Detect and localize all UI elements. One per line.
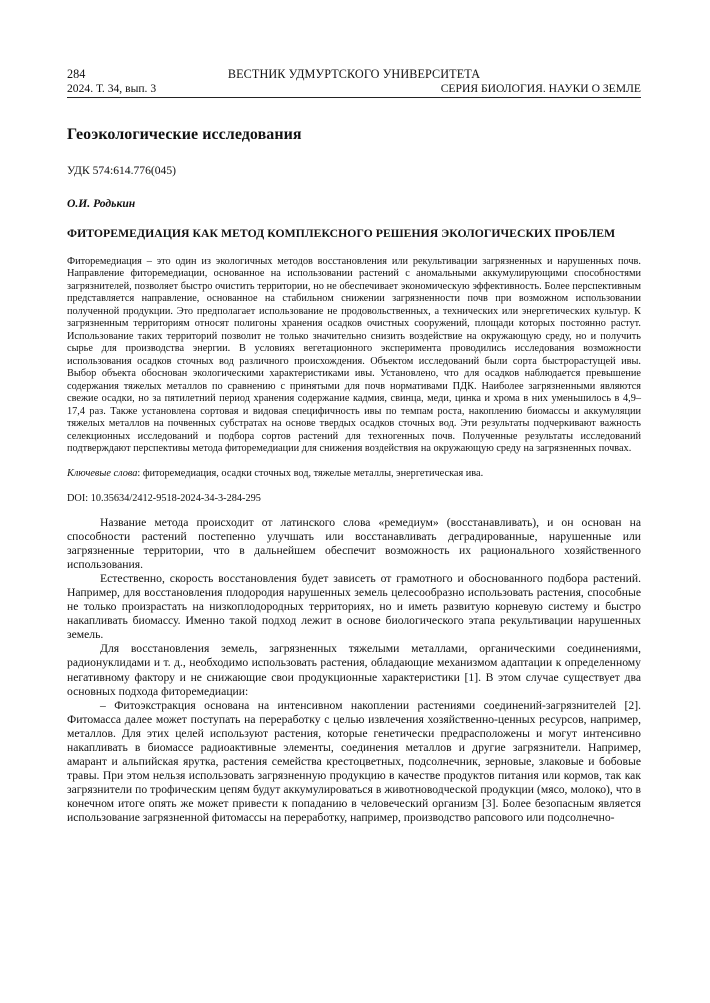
keywords-text: : фиторемедиация, осадки сточных вод, тяжелые металлы, энергетическая ива. <box>137 467 484 479</box>
abstract: Фиторемедиация – это один из экологичных методов восстановления или рекультивации загрязненных и нарушенных почв. Направление фиторемедиации, основанное на использовании растений с аномальными аккумулирующими способностями загрязнителей, позволяет быстро очистить территории, но не обеспечивает экономическую эффективность. Более перспективным представляется направление, основанное на стабильном снижении загрязненности почв при возможном использовании полученной продукции. Это предполагает использование не продовольственных, а технических или энергетических культур. К загрязненным территориям относят полигоны хранения осадков очистных сооружений, площади которых постоянно растут. Использование таких территорий позволит не только значительно снизить воздействие на окружающую среду, но и получить сырье для производства энергии. В условиях вегетационного эксперимента проводились исследования возможности использования осадков сточных вод различного происхождения. Объектом исследований были сорта быстрорастущей ивы. Выбор объекта обоснован экологическими характеристиками ивы. Установлено, что для осадков наблюдается превышение содержания тяжелых металлов по сравнению с принятыми для почв нормативами ПДК. Наиболее загрязненными являются свежие осадки, но за пятилетний период хранения содержание кадмия, свинца, меди, цинка и хрома в них уменьшилось в 4,9–17,4 раз. Также установлена сортовая и видовая специфичность ивы по темпам роста, накоплению биомассы и аккумуляции тяжелых металлов на почвенных субстратах на основе твердых осадков сточных вод. Эти результаты подчеркивают важность селекционных исследований и подбора сортов растений для техногенных почв. Полученные результаты исследований подтверждают перспективы метода фиторемедиации для снижения воздействия на окружающую среду на загрязненных почвах. <box>67 255 641 454</box>
body-paragraph: Естественно, скорость восстановления будет зависеть от грамотного и обоснованного подбора растений. Например, для восстановления плодородия нарушенных земель целесообразно использовать растения, способные не только произрастать на низкоплодородных территориях, но и иметь развитую корневую систему и быстро накапливать биомассу. Именно такой подход лежит в основе биологического этапа рекультивации нарушенных земель. <box>67 571 641 642</box>
journal-name: ВЕСТНИК УДМУРТСКОГО УНИВЕРСИТЕТА <box>227 67 481 81</box>
journal-page <box>67 66 641 826</box>
body-paragraph: – Фитоэкстракция основана на интенсивном накоплении растениями соединений-загрязнителей [2]. Фитомасса далее может поступать на переработку с целью извлечения хозяйственно-ценных ресурсов, например, металлов. Для этих целей используют растения, которые генетически предрасположены и могут интенсивно накапливать в биомассе радиоактивные элементы, соединения металлов и другие загрязнители. Например, амарант и альпийская ярутка, растения семейства крестоцветных, подсолнечник, зерновые, злаковые и бобовые травы. При этом нельзя использовать загрязненную продукцию в качестве продуктов питания или кормов, так как загрязнители по трофическим цепям будут аккумулироваться в животноводческой продукции (мясо, молоко), что в конечном итоге опять же может привести к попаданию в человеческий организм [3]. Более безопасным является использование загрязненной фитомассы на переработку, например, производство рапсового или подсолнечно- <box>67 698 641 825</box>
series-name: СЕРИЯ БИОЛОГИЯ. НАУКИ О ЗЕМЛЕ <box>440 82 641 95</box>
doi: DOI: 10.35634/2412-9518-2024-34-3-284-295 <box>67 492 261 504</box>
body-paragraph: Для восстановления земель, загрязненных тяжелыми металлами, органическими соединениями, радионуклидами и т. д., необходимо использовать растения, обладающие механизмом адаптации к определенному негативному фактору и не снижающие свои продукционные характеристики [1]. В этом случае существует два основных подхода фиторемедиации: <box>67 642 641 698</box>
running-header <box>67 66 641 82</box>
body-paragraph: Название метода происходит от латинского слова «ремедиум» (восстанавливать), и он основан на способности растений постепенно улучшать или восстанавливать деградированные, нарушенные или загрязненные территории, что в дальнейшем обеспечит возможность их рационального хозяйственного использования. <box>67 515 641 571</box>
article-title: ФИТОРЕМЕДИАЦИЯ КАК МЕТОД КОМПЛЕКСНОГО РЕШЕНИЯ ЭКОЛОГИЧЕСКИХ ПРОБЛЕМ <box>67 227 616 240</box>
issue-info: 2024. Т. 34, вып. 3 <box>67 82 157 95</box>
section-heading: Геоэкологические исследования <box>67 126 302 143</box>
page-number: 284 <box>67 67 86 81</box>
udk-code: УДК 574:614.776(045) <box>67 164 176 177</box>
author-name: О.И. Родькин <box>67 197 136 210</box>
issue-line <box>67 82 641 98</box>
keywords-label: Ключевые слова <box>67 467 138 479</box>
article-body <box>67 516 641 826</box>
keywords <box>67 467 641 480</box>
